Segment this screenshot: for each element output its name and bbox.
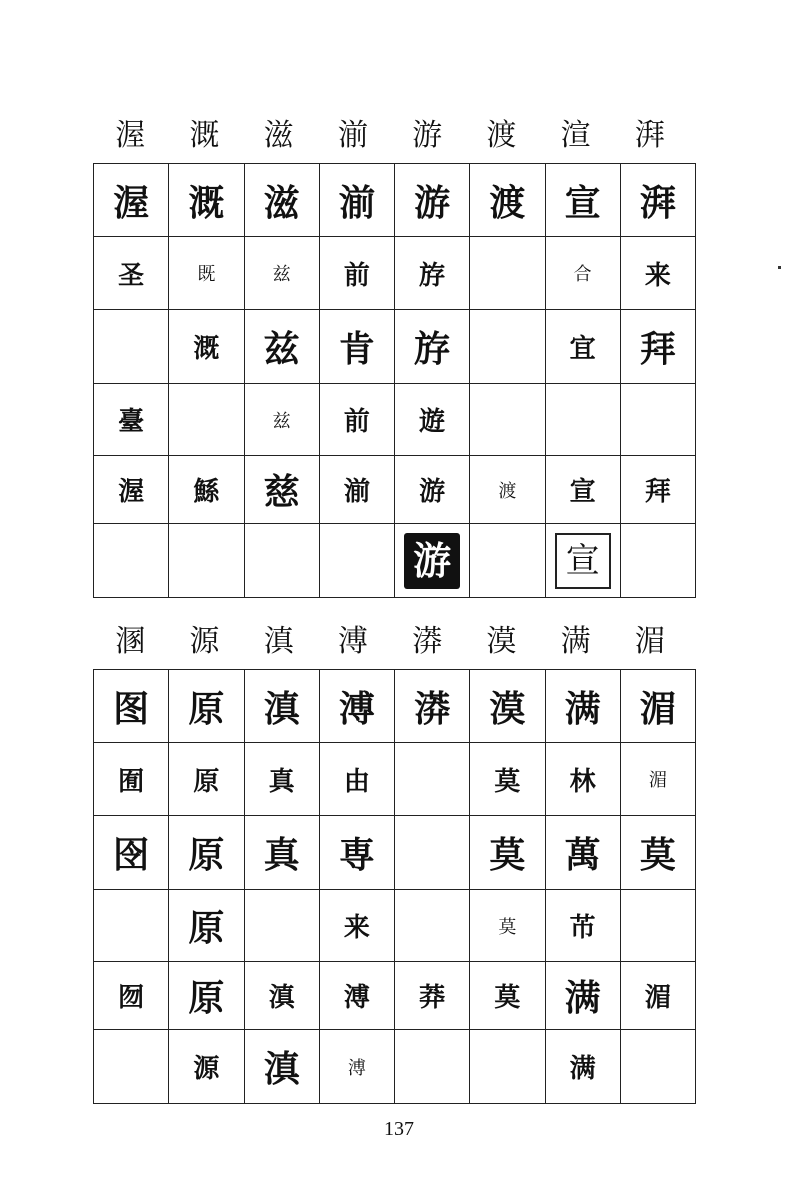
glyph-cell — [169, 670, 244, 743]
glyph-cell — [395, 670, 470, 743]
script-glyph: 来 — [644, 260, 671, 291]
column-header: 源 — [189, 624, 220, 659]
script-glyph: 莽 — [419, 983, 446, 1013]
glyph-cell — [244, 164, 319, 237]
script-glyph: 湄 — [648, 770, 667, 791]
glyph-row — [94, 1030, 696, 1104]
script-glyph: 原 — [188, 835, 225, 876]
script-glyph: 游 — [419, 477, 446, 507]
glyph-cell — [94, 962, 169, 1030]
column-header: 湃 — [634, 118, 665, 153]
glyph-cell — [545, 890, 620, 962]
glyph-cell — [620, 670, 695, 743]
script-glyph: 溉 — [193, 334, 220, 364]
glyph-cell — [395, 456, 470, 524]
glyph-cell — [319, 384, 394, 456]
column-header: 滋 — [263, 118, 294, 153]
glyph-cell — [244, 456, 319, 524]
glyph-cell — [169, 310, 244, 384]
glyph-cell — [169, 237, 244, 310]
glyph-cell — [169, 816, 244, 890]
script-glyph: 湔 — [343, 477, 370, 507]
script-glyph: 原 — [188, 908, 225, 949]
script-glyph: 漠 — [489, 688, 526, 730]
script-glyph: 兹 — [272, 264, 291, 285]
glyph-cell — [169, 962, 244, 1030]
glyph-cell — [395, 310, 470, 384]
script-glyph: 臺 — [118, 407, 145, 437]
column-header: 游 — [412, 118, 443, 153]
script-glyph: 鯀 — [193, 477, 220, 507]
script-glyph: 渡 — [489, 182, 526, 224]
column-header: 湔 — [337, 118, 368, 153]
glyph-cell — [169, 164, 244, 237]
glyph-cell — [169, 1030, 244, 1104]
script-glyph: 满 — [564, 688, 601, 730]
glyph-row — [94, 670, 696, 743]
glyph-cell — [244, 670, 319, 743]
script-glyph: 原 — [193, 766, 220, 797]
glyph-cell — [169, 743, 244, 816]
script-glyph: 囫 — [118, 983, 145, 1013]
script-glyph: 拜 — [639, 329, 676, 370]
script-glyph: 前 — [343, 407, 370, 437]
glyph-cell — [169, 524, 244, 598]
glyph-cell — [470, 670, 545, 743]
glyph-cell — [395, 524, 470, 598]
script-glyph: 渡 — [498, 480, 517, 502]
glyph-cell — [470, 962, 545, 1030]
glyph-cell — [319, 237, 394, 310]
glyph-row — [94, 384, 696, 456]
glyph-cell — [620, 524, 695, 598]
script-glyph: 滇 — [263, 1049, 300, 1090]
glyph-cell — [319, 670, 394, 743]
glyph-row — [94, 310, 696, 384]
glyph-cell — [244, 1030, 319, 1104]
script-glyph: 湃 — [639, 182, 676, 224]
glyph-cell — [545, 164, 620, 237]
glyph-cell — [169, 384, 244, 456]
glyph-cell — [94, 1030, 169, 1104]
script-glyph: 前 — [343, 260, 370, 291]
glyph-cell — [395, 962, 470, 1030]
stray-mark — [778, 266, 781, 269]
column-header: 湄 — [634, 624, 665, 659]
script-glyph: 慈 — [263, 472, 300, 513]
column-header: 渲 — [560, 118, 591, 153]
column-header: 漭 — [412, 624, 443, 659]
glyph-cell — [319, 890, 394, 962]
glyph-cell — [470, 1030, 545, 1104]
glyph-cell — [94, 743, 169, 816]
script-glyph: 由 — [343, 766, 370, 797]
glyph-cell — [470, 164, 545, 237]
glyph-cell — [470, 890, 545, 962]
glyph-cell — [395, 890, 470, 962]
script-glyph: 原 — [188, 688, 225, 730]
script-glyph: 林 — [569, 766, 596, 797]
glyph-cell — [244, 816, 319, 890]
glyph-cell — [545, 743, 620, 816]
glyph-cell — [395, 384, 470, 456]
glyph-cell — [620, 816, 695, 890]
script-glyph: 宣 — [569, 477, 596, 507]
glyph-row — [94, 524, 696, 598]
script-glyph: 满 — [569, 1054, 596, 1084]
column-header: 溥 — [337, 624, 368, 659]
glyph-cell — [395, 816, 470, 890]
glyph-row — [94, 164, 696, 237]
glyph-cell — [620, 237, 695, 310]
glyph-cell — [395, 743, 470, 816]
glyph-cell — [395, 237, 470, 310]
glyph-cell — [620, 743, 695, 816]
script-glyph: 源 — [193, 1054, 220, 1084]
glyph-cell — [545, 456, 620, 524]
section-1-glyph-table — [93, 163, 696, 598]
glyph-cell — [470, 237, 545, 310]
glyph-cell — [319, 962, 394, 1030]
glyph-row — [94, 962, 696, 1030]
script-glyph: 肯 — [338, 329, 375, 370]
script-glyph: 溉 — [188, 182, 225, 224]
script-glyph: 合 — [573, 264, 592, 285]
glyph-cell — [545, 237, 620, 310]
script-glyph: 拜 — [644, 477, 671, 507]
glyph-cell — [545, 384, 620, 456]
script-glyph: 游 — [414, 182, 451, 224]
script-glyph: 真 — [263, 835, 300, 876]
glyph-cell — [470, 524, 545, 598]
glyph-cell — [620, 164, 695, 237]
glyph-row — [94, 456, 696, 524]
script-glyph: 图 — [113, 688, 150, 730]
glyph-cell — [319, 456, 394, 524]
column-header: 溉 — [189, 118, 220, 153]
script-glyph: 莫 — [498, 916, 517, 938]
glyph-cell — [620, 456, 695, 524]
script-glyph: 漭 — [414, 688, 451, 730]
glyph-cell — [319, 743, 394, 816]
glyph-cell — [94, 456, 169, 524]
glyph-cell — [244, 237, 319, 310]
script-glyph: 遊 — [419, 407, 446, 437]
seal-glyph: 游 — [404, 533, 460, 589]
glyph-cell — [395, 164, 470, 237]
glyph-cell — [620, 1030, 695, 1104]
glyph-cell — [94, 524, 169, 598]
script-glyph: 真 — [268, 766, 295, 797]
script-glyph: 囿 — [118, 766, 145, 797]
script-glyph: 溥 — [347, 1057, 366, 1079]
glyph-cell — [395, 1030, 470, 1104]
glyph-cell — [169, 890, 244, 962]
script-glyph: 萬 — [564, 835, 601, 876]
script-glyph: 兹 — [263, 329, 300, 370]
section-2-glyph-table — [93, 669, 696, 1104]
glyph-cell — [319, 524, 394, 598]
script-glyph: 湔 — [338, 182, 375, 224]
column-header: 渥 — [115, 118, 146, 153]
glyph-cell — [319, 164, 394, 237]
glyph-cell — [470, 816, 545, 890]
section-2-header-row — [93, 622, 687, 662]
glyph-cell — [545, 670, 620, 743]
glyph-cell — [94, 890, 169, 962]
glyph-cell — [94, 237, 169, 310]
glyph-cell — [319, 310, 394, 384]
column-header: 渡 — [486, 118, 517, 153]
script-glyph: 莫 — [494, 983, 521, 1013]
script-glyph: 芇 — [569, 913, 596, 943]
glyph-cell — [244, 524, 319, 598]
glyph-cell — [545, 524, 620, 598]
glyph-cell — [470, 456, 545, 524]
glyph-cell — [620, 384, 695, 456]
script-glyph: 圣 — [118, 260, 145, 291]
glyph-cell — [94, 816, 169, 890]
glyph-cell — [470, 310, 545, 384]
script-glyph: 溥 — [343, 983, 370, 1013]
glyph-cell — [545, 310, 620, 384]
column-header: 滇 — [263, 624, 294, 659]
glyph-cell — [470, 384, 545, 456]
script-glyph: 莫 — [639, 835, 676, 876]
glyph-row — [94, 743, 696, 816]
script-glyph: 莫 — [489, 835, 526, 876]
glyph-cell — [545, 816, 620, 890]
script-glyph: 専 — [338, 835, 375, 876]
glyph-cell — [620, 310, 695, 384]
script-glyph: 滇 — [263, 688, 300, 730]
script-glyph: 莫 — [494, 766, 521, 797]
script-glyph: 既 — [197, 264, 216, 285]
glyph-cell — [319, 816, 394, 890]
glyph-cell — [94, 164, 169, 237]
script-glyph: 宜 — [569, 334, 596, 364]
script-glyph: 斿 — [419, 260, 446, 291]
glyph-cell — [620, 962, 695, 1030]
script-glyph: 囹 — [113, 835, 150, 876]
glyph-cell — [244, 384, 319, 456]
script-glyph: 滋 — [263, 182, 300, 224]
glyph-cell — [244, 743, 319, 816]
script-glyph: 来 — [343, 913, 370, 943]
script-glyph: 兹 — [272, 410, 291, 432]
glyph-cell — [94, 384, 169, 456]
page-number: 137 — [384, 1118, 414, 1140]
script-glyph: 湄 — [639, 688, 676, 730]
script-glyph: 斿 — [414, 329, 451, 370]
glyph-cell — [545, 962, 620, 1030]
script-glyph: 满 — [564, 978, 601, 1019]
glyph-cell — [545, 1030, 620, 1104]
glyph-row — [94, 816, 696, 890]
section-1-header-row — [93, 116, 687, 156]
script-glyph: 原 — [188, 978, 225, 1019]
script-glyph: 溥 — [338, 688, 375, 730]
glyph-cell — [244, 962, 319, 1030]
script-glyph: 湄 — [644, 983, 671, 1013]
glyph-cell — [94, 310, 169, 384]
script-glyph: 渥 — [113, 182, 150, 224]
script-glyph: 渥 — [118, 477, 145, 507]
glyph-cell — [169, 456, 244, 524]
column-header: 溷 — [115, 624, 146, 659]
script-glyph: 宣 — [564, 182, 601, 224]
glyph-row — [94, 890, 696, 962]
glyph-cell — [244, 310, 319, 384]
glyph-cell — [620, 890, 695, 962]
seal-glyph: 宣 — [555, 533, 611, 589]
column-header: 满 — [560, 624, 591, 659]
glyph-cell — [244, 890, 319, 962]
glyph-cell — [319, 1030, 394, 1104]
glyph-cell — [470, 743, 545, 816]
glyph-cell — [94, 670, 169, 743]
script-glyph: 滇 — [268, 983, 295, 1013]
glyph-row — [94, 237, 696, 310]
column-header: 漠 — [486, 624, 517, 659]
